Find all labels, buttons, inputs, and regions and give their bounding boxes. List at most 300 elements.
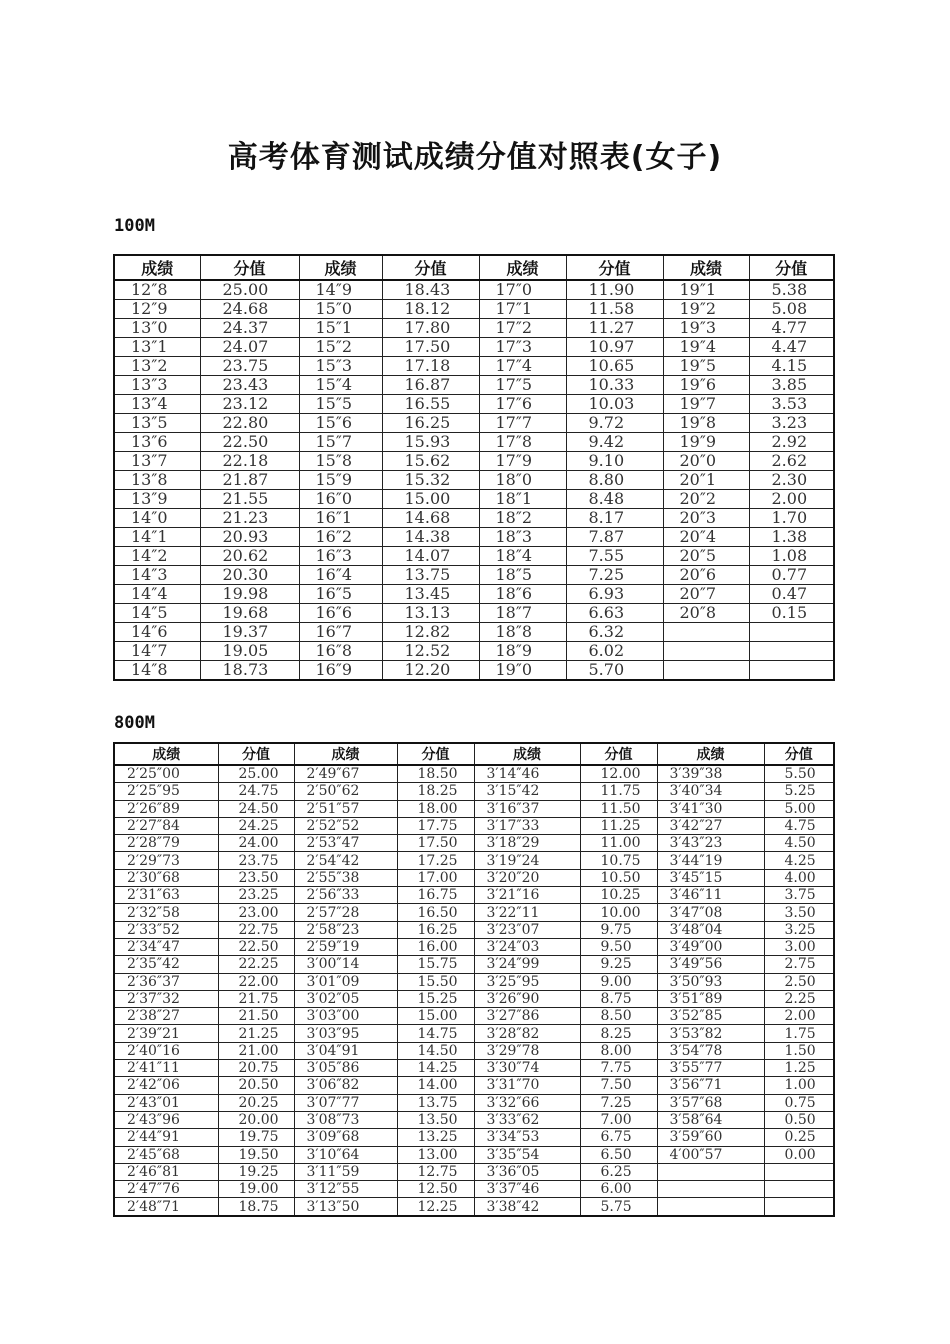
score-cell: 16.55 [382, 395, 479, 414]
score-cell: 22.25 [218, 956, 294, 973]
time-cell: 3′16″37 [474, 800, 580, 817]
score-cell: 9.50 [580, 938, 657, 955]
time-cell: 17″0 [479, 280, 566, 300]
score-cell: 13.13 [382, 604, 479, 623]
time-cell: 3′32″66 [474, 1094, 580, 1111]
score-cell: 13.75 [397, 1094, 474, 1111]
column-header: 分值 [200, 255, 299, 280]
time-cell: 13″5 [114, 414, 200, 433]
time-cell: 14″7 [114, 642, 200, 661]
column-header: 成绩 [657, 743, 764, 765]
score-table-100m [113, 254, 835, 681]
time-cell: 3′49″56 [657, 956, 764, 973]
time-cell: 18″0 [479, 471, 566, 490]
score-cell: 17.18 [382, 357, 479, 376]
time-cell [657, 1181, 764, 1198]
time-cell: 16″3 [299, 547, 382, 566]
time-cell: 13″2 [114, 357, 200, 376]
score-cell: 7.00 [580, 1111, 657, 1128]
time-cell: 17″3 [479, 338, 566, 357]
table-row [114, 509, 834, 528]
score-cell: 5.38 [749, 280, 834, 300]
score-cell: 2.00 [749, 490, 834, 509]
time-cell: 2′25″00 [114, 765, 218, 783]
table-row [114, 433, 834, 452]
score-cell: 12.82 [382, 623, 479, 642]
time-cell: 3′59″60 [657, 1129, 764, 1146]
table-row [114, 661, 834, 681]
time-cell: 14″5 [114, 604, 200, 623]
score-cell: 17.50 [382, 338, 479, 357]
score-cell: 6.25 [580, 1163, 657, 1180]
score-cell [764, 1181, 834, 1198]
time-cell: 19″2 [663, 300, 749, 319]
score-cell: 24.07 [200, 338, 299, 357]
time-cell: 3′17″33 [474, 817, 580, 834]
time-cell: 19″4 [663, 338, 749, 357]
time-cell: 2′26″89 [114, 800, 218, 817]
score-cell: 7.55 [566, 547, 663, 566]
score-cell: 2.30 [749, 471, 834, 490]
score-cell: 20.00 [218, 1111, 294, 1128]
column-header: 成绩 [114, 255, 200, 280]
score-cell: 16.87 [382, 376, 479, 395]
table-row [114, 973, 834, 990]
time-cell: 18″7 [479, 604, 566, 623]
table-row [114, 585, 834, 604]
time-cell: 2′28″79 [114, 835, 218, 852]
time-cell: 15″8 [299, 452, 382, 471]
score-cell: 1.38 [749, 528, 834, 547]
table-row [114, 566, 834, 585]
score-cell: 0.77 [749, 566, 834, 585]
time-cell: 20″3 [663, 509, 749, 528]
time-cell: 15″0 [299, 300, 382, 319]
score-cell: 22.00 [218, 973, 294, 990]
score-cell: 23.00 [218, 904, 294, 921]
score-cell: 15.62 [382, 452, 479, 471]
time-cell: 3′30″74 [474, 1060, 580, 1077]
time-cell: 20″0 [663, 452, 749, 471]
time-cell [657, 1163, 764, 1180]
score-cell: 0.75 [764, 1094, 834, 1111]
score-cell: 8.00 [580, 1042, 657, 1059]
time-cell: 3′46″11 [657, 887, 764, 904]
time-cell: 3′58″64 [657, 1111, 764, 1128]
table-header-row [114, 255, 834, 280]
time-cell: 2′34″47 [114, 938, 218, 955]
time-cell: 2′39″21 [114, 1025, 218, 1042]
time-cell: 18″3 [479, 528, 566, 547]
time-cell: 3′22″11 [474, 904, 580, 921]
time-cell [663, 661, 749, 681]
time-cell: 2′44″91 [114, 1129, 218, 1146]
time-cell: 13″8 [114, 471, 200, 490]
score-cell: 0.50 [764, 1111, 834, 1128]
table-row [114, 938, 834, 955]
time-cell: 2′37″32 [114, 990, 218, 1007]
score-cell: 20.25 [218, 1094, 294, 1111]
table-row [114, 547, 834, 566]
time-cell: 3′48″04 [657, 921, 764, 938]
score-cell: 3.53 [749, 395, 834, 414]
score-cell: 21.25 [218, 1025, 294, 1042]
time-cell: 15″9 [299, 471, 382, 490]
time-cell: 2′32″58 [114, 904, 218, 921]
table-row [114, 800, 834, 817]
time-cell: 14″2 [114, 547, 200, 566]
time-cell: 3′35″54 [474, 1146, 580, 1163]
score-cell [749, 642, 834, 661]
score-cell: 2.00 [764, 1008, 834, 1025]
score-cell: 4.50 [764, 835, 834, 852]
time-cell: 3′45″15 [657, 869, 764, 886]
score-cell: 21.00 [218, 1042, 294, 1059]
time-cell: 13″0 [114, 319, 200, 338]
score-cell: 24.37 [200, 319, 299, 338]
score-cell: 14.38 [382, 528, 479, 547]
table-row [114, 1077, 834, 1094]
table-row [114, 1094, 834, 1111]
time-cell: 16″1 [299, 509, 382, 528]
time-cell: 19″6 [663, 376, 749, 395]
score-cell: 19.68 [200, 604, 299, 623]
score-cell: 12.00 [580, 765, 657, 783]
time-cell: 14″0 [114, 509, 200, 528]
time-cell: 3′24″99 [474, 956, 580, 973]
score-cell: 0.25 [764, 1129, 834, 1146]
score-cell: 9.42 [566, 433, 663, 452]
column-header: 成绩 [474, 743, 580, 765]
time-cell: 2′29″73 [114, 852, 218, 869]
score-cell: 20.30 [200, 566, 299, 585]
time-cell: 13″7 [114, 452, 200, 471]
section-label-100m: 100M [114, 216, 155, 236]
time-cell: 2′57″28 [294, 904, 397, 921]
table-row [114, 990, 834, 1007]
score-cell: 24.25 [218, 817, 294, 834]
time-cell: 3′18″29 [474, 835, 580, 852]
time-cell: 3′47″08 [657, 904, 764, 921]
time-cell: 20″6 [663, 566, 749, 585]
time-cell: 16″7 [299, 623, 382, 642]
table-row [114, 1146, 834, 1163]
time-cell: 2′54″42 [294, 852, 397, 869]
score-cell: 1.75 [764, 1025, 834, 1042]
score-cell: 13.45 [382, 585, 479, 604]
score-cell: 17.25 [397, 852, 474, 869]
time-cell: 20″1 [663, 471, 749, 490]
time-cell: 3′15″42 [474, 783, 580, 800]
time-cell: 2′43″96 [114, 1111, 218, 1128]
time-cell: 17″9 [479, 452, 566, 471]
score-cell: 20.93 [200, 528, 299, 547]
score-cell: 14.68 [382, 509, 479, 528]
table-row [114, 300, 834, 319]
column-header: 成绩 [663, 255, 749, 280]
score-cell: 15.00 [382, 490, 479, 509]
time-cell: 3′20″20 [474, 869, 580, 886]
time-cell: 3′40″34 [657, 783, 764, 800]
score-cell: 19.50 [218, 1146, 294, 1163]
score-cell: 8.25 [580, 1025, 657, 1042]
time-cell: 19″3 [663, 319, 749, 338]
time-cell: 2′56″33 [294, 887, 397, 904]
score-cell: 15.25 [397, 990, 474, 1007]
score-cell: 21.87 [200, 471, 299, 490]
time-cell: 2′30″68 [114, 869, 218, 886]
score-cell: 11.27 [566, 319, 663, 338]
score-cell [764, 1198, 834, 1216]
time-cell: 3′06″82 [294, 1077, 397, 1094]
column-header: 成绩 [299, 255, 382, 280]
score-cell: 2.62 [749, 452, 834, 471]
time-cell: 3′37″46 [474, 1181, 580, 1198]
time-cell: 3′13″50 [294, 1198, 397, 1216]
score-cell: 6.00 [580, 1181, 657, 1198]
score-cell: 10.25 [580, 887, 657, 904]
score-cell: 2.75 [764, 956, 834, 973]
score-cell: 1.25 [764, 1060, 834, 1077]
score-cell: 13.75 [382, 566, 479, 585]
table-row [114, 956, 834, 973]
time-cell: 13″6 [114, 433, 200, 452]
score-cell: 17.00 [397, 869, 474, 886]
score-cell: 10.97 [566, 338, 663, 357]
time-cell: 14″4 [114, 585, 200, 604]
score-cell: 2.50 [764, 973, 834, 990]
score-cell: 17.80 [382, 319, 479, 338]
table-row [114, 414, 834, 433]
table-row [114, 869, 834, 886]
time-cell: 3′44″19 [657, 852, 764, 869]
score-cell: 9.72 [566, 414, 663, 433]
score-cell: 8.50 [580, 1008, 657, 1025]
score-cell: 11.75 [580, 783, 657, 800]
score-cell: 10.50 [580, 869, 657, 886]
score-cell: 12.50 [397, 1181, 474, 1198]
time-cell: 3′34″53 [474, 1129, 580, 1146]
score-cell: 14.50 [397, 1042, 474, 1059]
time-cell: 18″1 [479, 490, 566, 509]
score-table-800m [113, 742, 835, 1217]
table-row [114, 904, 834, 921]
score-cell: 23.12 [200, 395, 299, 414]
table-row [114, 1008, 834, 1025]
score-cell: 14.25 [397, 1060, 474, 1077]
score-cell: 9.75 [580, 921, 657, 938]
score-cell: 10.03 [566, 395, 663, 414]
time-cell: 16″8 [299, 642, 382, 661]
score-cell: 6.63 [566, 604, 663, 623]
score-cell: 3.00 [764, 938, 834, 955]
score-cell: 18.25 [397, 783, 474, 800]
score-cell: 16.50 [397, 904, 474, 921]
time-cell: 20″4 [663, 528, 749, 547]
time-cell: 20″7 [663, 585, 749, 604]
score-cell: 12.75 [397, 1163, 474, 1180]
table-row [114, 783, 834, 800]
score-cell: 4.15 [749, 357, 834, 376]
time-cell: 16″2 [299, 528, 382, 547]
time-cell: 3′25″95 [474, 973, 580, 990]
time-cell: 15″3 [299, 357, 382, 376]
time-cell: 14″8 [114, 661, 200, 681]
score-cell: 18.43 [382, 280, 479, 300]
table-row [114, 280, 834, 300]
time-cell: 15″5 [299, 395, 382, 414]
time-cell: 2′33″52 [114, 921, 218, 938]
time-cell: 19″8 [663, 414, 749, 433]
time-cell: 3′43″23 [657, 835, 764, 852]
score-cell: 7.75 [580, 1060, 657, 1077]
score-cell: 4.25 [764, 852, 834, 869]
time-cell: 13″4 [114, 395, 200, 414]
score-cell: 24.50 [218, 800, 294, 817]
score-cell: 19.25 [218, 1163, 294, 1180]
score-cell: 22.50 [200, 433, 299, 452]
time-cell [657, 1198, 764, 1216]
score-cell: 23.75 [218, 852, 294, 869]
time-cell: 17″8 [479, 433, 566, 452]
column-header: 成绩 [479, 255, 566, 280]
score-cell: 10.65 [566, 357, 663, 376]
time-cell: 3′56″71 [657, 1077, 764, 1094]
time-cell: 14″9 [299, 280, 382, 300]
time-cell: 18″4 [479, 547, 566, 566]
time-cell: 3′14″46 [474, 765, 580, 783]
time-cell: 15″4 [299, 376, 382, 395]
time-cell: 15″6 [299, 414, 382, 433]
score-cell: 11.00 [580, 835, 657, 852]
score-cell: 19.37 [200, 623, 299, 642]
time-cell: 3′49″00 [657, 938, 764, 955]
table-row [114, 604, 834, 623]
time-cell: 2′45″68 [114, 1146, 218, 1163]
time-cell: 3′12″55 [294, 1181, 397, 1198]
time-cell: 3′10″64 [294, 1146, 397, 1163]
time-cell: 12″9 [114, 300, 200, 319]
table-row [114, 1025, 834, 1042]
score-cell: 6.93 [566, 585, 663, 604]
column-header: 分值 [397, 743, 474, 765]
time-cell: 3′36″05 [474, 1163, 580, 1180]
time-cell: 15″7 [299, 433, 382, 452]
table-row [114, 1198, 834, 1216]
time-cell: 17″1 [479, 300, 566, 319]
score-cell [749, 623, 834, 642]
time-cell: 3′52″85 [657, 1008, 764, 1025]
table-row [114, 1181, 834, 1198]
score-cell: 3.50 [764, 904, 834, 921]
time-cell: 3′07″77 [294, 1094, 397, 1111]
time-cell: 19″1 [663, 280, 749, 300]
time-cell: 2′47″76 [114, 1181, 218, 1198]
score-cell: 6.50 [580, 1146, 657, 1163]
score-cell: 15.50 [397, 973, 474, 990]
table-header-row [114, 743, 834, 765]
score-cell: 15.32 [382, 471, 479, 490]
time-cell: 16″4 [299, 566, 382, 585]
time-cell: 3′23″07 [474, 921, 580, 938]
time-cell: 16″0 [299, 490, 382, 509]
time-cell: 17″4 [479, 357, 566, 376]
score-cell [764, 1163, 834, 1180]
table-row [114, 319, 834, 338]
column-header: 分值 [764, 743, 834, 765]
score-cell: 16.25 [397, 921, 474, 938]
column-header: 分值 [749, 255, 834, 280]
score-cell: 12.52 [382, 642, 479, 661]
score-cell: 16.75 [397, 887, 474, 904]
score-cell: 3.75 [764, 887, 834, 904]
score-cell: 5.00 [764, 800, 834, 817]
score-cell: 1.50 [764, 1042, 834, 1059]
time-cell: 3′04″91 [294, 1042, 397, 1059]
time-cell: 19″9 [663, 433, 749, 452]
score-cell: 14.00 [397, 1077, 474, 1094]
time-cell: 2′40″16 [114, 1042, 218, 1059]
time-cell: 18″5 [479, 566, 566, 585]
time-cell: 3′41″30 [657, 800, 764, 817]
table-row [114, 817, 834, 834]
time-cell: 2′55″38 [294, 869, 397, 886]
score-cell: 18.00 [397, 800, 474, 817]
table-row [114, 357, 834, 376]
time-cell: 3′00″14 [294, 956, 397, 973]
score-cell: 5.75 [580, 1198, 657, 1216]
table-row [114, 642, 834, 661]
section-label-800m: 800M [114, 713, 155, 733]
time-cell: 3′02″05 [294, 990, 397, 1007]
score-cell: 14.07 [382, 547, 479, 566]
score-cell: 2.92 [749, 433, 834, 452]
time-cell: 2′31″63 [114, 887, 218, 904]
time-cell: 14″6 [114, 623, 200, 642]
time-cell: 20″2 [663, 490, 749, 509]
score-cell: 18.50 [397, 765, 474, 783]
time-cell: 3′11″59 [294, 1163, 397, 1180]
time-cell: 3′03″00 [294, 1008, 397, 1025]
score-cell: 19.98 [200, 585, 299, 604]
score-cell: 16.00 [397, 938, 474, 955]
time-cell: 3′26″90 [474, 990, 580, 1007]
score-cell: 12.20 [382, 661, 479, 681]
score-cell: 10.75 [580, 852, 657, 869]
time-cell: 17″2 [479, 319, 566, 338]
score-cell: 9.10 [566, 452, 663, 471]
score-cell: 19.05 [200, 642, 299, 661]
score-cell: 14.75 [397, 1025, 474, 1042]
table-row [114, 835, 834, 852]
time-cell: 14″3 [114, 566, 200, 585]
time-cell: 18″9 [479, 642, 566, 661]
score-cell: 4.77 [749, 319, 834, 338]
score-cell: 8.80 [566, 471, 663, 490]
table-row [114, 528, 834, 547]
score-cell: 22.18 [200, 452, 299, 471]
table-row [114, 1042, 834, 1059]
table-row [114, 338, 834, 357]
time-cell: 2′25″95 [114, 783, 218, 800]
score-cell: 8.75 [580, 990, 657, 1007]
time-cell: 2′38″27 [114, 1008, 218, 1025]
score-cell: 0.00 [764, 1146, 834, 1163]
table-row [114, 376, 834, 395]
time-cell: 19″0 [479, 661, 566, 681]
score-cell: 10.00 [580, 904, 657, 921]
time-cell: 3′09″68 [294, 1129, 397, 1146]
